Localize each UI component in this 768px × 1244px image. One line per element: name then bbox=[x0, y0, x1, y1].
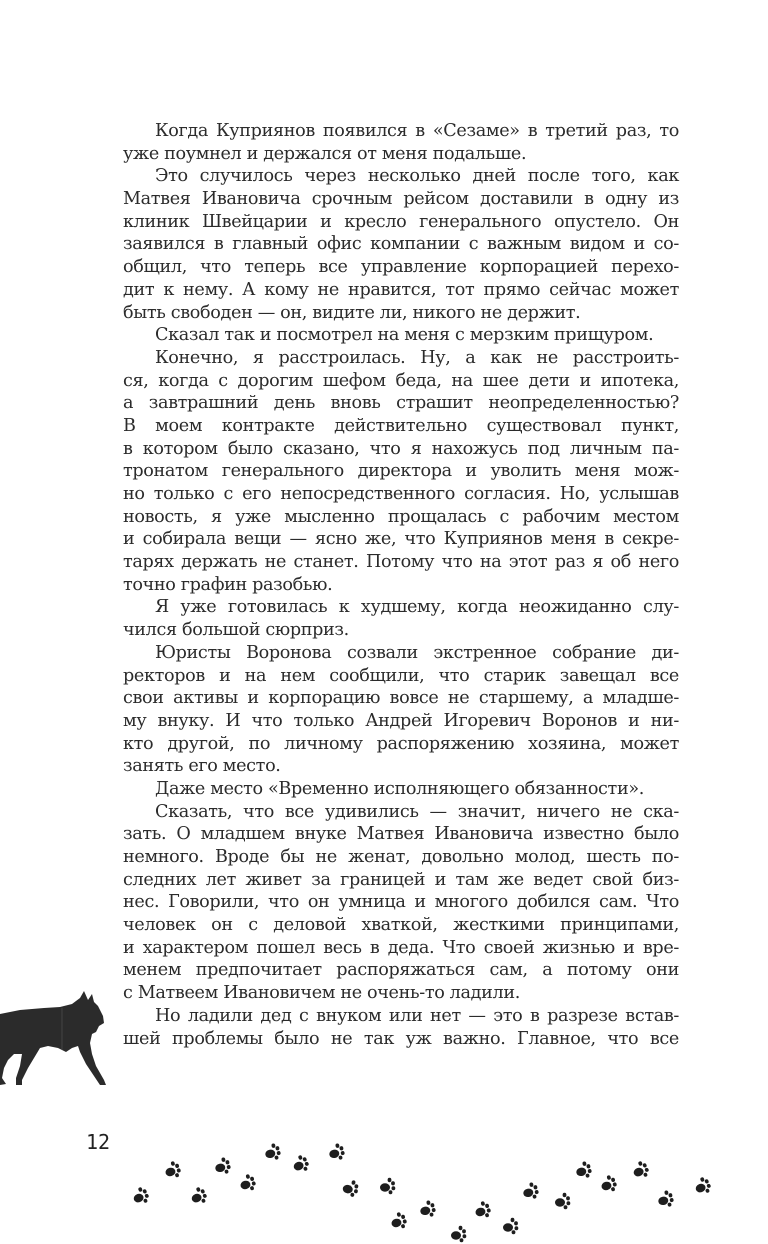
paw-print-icon bbox=[653, 1187, 676, 1210]
text-line: человек он с деловой хваткой, жесткими принципами, bbox=[123, 915, 679, 936]
paw-print-icon bbox=[518, 1179, 541, 1202]
walking-cat-icon bbox=[0, 988, 112, 1088]
text-line: следних лет живет за границей и там же ведет свой биз- bbox=[123, 869, 679, 890]
text-line: и характером пошел весь в деда. Что своей жизнью и вре- bbox=[123, 937, 679, 958]
paw-print-icon bbox=[552, 1191, 572, 1211]
paw-print-icon bbox=[596, 1172, 620, 1196]
text-line: в котором было сказано, что я нахожусь под личным па- bbox=[123, 438, 679, 459]
text-line: свои активы и корпорацию вовсе не старшему, а младше- bbox=[123, 688, 679, 709]
paw-print-icon bbox=[571, 1158, 594, 1181]
body-text bbox=[123, 120, 679, 1050]
text-line: Но ладили дед с внуком или нет — это в разрезе встав- bbox=[155, 1005, 679, 1026]
text-line: общил, что теперь все управление корпорацией перехо- bbox=[123, 257, 679, 278]
text-line: В моем контракте действительно существовал пункт, bbox=[123, 415, 679, 436]
paw-print-icon bbox=[500, 1216, 520, 1236]
text-line: ся, когда с дорогим шефом беда, на шее дети и ипотека, bbox=[123, 370, 679, 391]
text-line: точно графин разобью. bbox=[123, 574, 333, 595]
text-line: му внуку. И что только Андрей Игоревич Воронов и ни- bbox=[123, 710, 679, 731]
text-line: Сказал так и посмотрел на меня с мерзким прищуром. bbox=[155, 325, 654, 346]
text-line: тарях держать не станет. Потому что на этот раз я об него bbox=[123, 552, 679, 573]
text-line: Сказать, что все удивились — значит, ничего не ска- bbox=[155, 801, 679, 822]
text-line: Это случилось через несколько дней после того, как bbox=[155, 166, 679, 187]
text-line: Конечно, я расстроилась. Ну, а как не расстроить- bbox=[155, 347, 679, 368]
text-line: а завтрашний день вновь страшит неопределенностью? bbox=[123, 393, 679, 414]
paw-print-icon bbox=[260, 1140, 283, 1163]
text-line: новость, я уже мысленно прощалась с рабочим местом bbox=[123, 506, 679, 527]
text-line: нес. Говорили, что он умница и многого добился сам. Что bbox=[123, 892, 679, 913]
paw-print-icon bbox=[415, 1197, 438, 1220]
paw-print-icon bbox=[185, 1183, 211, 1209]
text-line: Даже место «Временно исполняющего обязанности». bbox=[155, 778, 644, 799]
text-line: быть свободен — он, видите ли, никого не держит. bbox=[123, 302, 581, 323]
text-line: тронатом генерального директора и уволить меня мож- bbox=[123, 461, 679, 482]
text-line: но только с его непосредственного согласия. Но, услышав bbox=[123, 484, 679, 504]
text-line: уже поумнел и держался от меня подальше. bbox=[123, 143, 527, 164]
text-line: менем предпочитает распоряжаться сам, а потому они bbox=[123, 960, 679, 981]
paw-print-icon bbox=[210, 1154, 233, 1177]
text-line: Я уже готовилась к худшему, когда неожиданно слу- bbox=[155, 597, 679, 618]
text-line: Юристы Воронова созвали экстренное собрание ди- bbox=[155, 642, 679, 663]
paw-print-icon bbox=[386, 1209, 410, 1233]
paw-print-icon bbox=[324, 1140, 347, 1163]
text-line: ректоров и на нем сообщили, что старик завещал все bbox=[123, 665, 679, 686]
paw-print-icon bbox=[627, 1157, 653, 1183]
paw-print-icon bbox=[287, 1151, 313, 1177]
text-line: Матвея Ивановича срочным рейсом доставили в одну из bbox=[123, 189, 679, 210]
text-line: чился большой сюрприз. bbox=[123, 620, 349, 641]
text-line: кто другой, по личному распоряжению хозяина, может bbox=[123, 733, 679, 754]
paw-print-icon bbox=[235, 1171, 259, 1195]
text-line: Когда Куприянов появился в «Сезаме» в третий раз, то bbox=[155, 121, 679, 141]
paw-print-icon bbox=[338, 1176, 361, 1199]
paw-print-icon bbox=[160, 1158, 184, 1182]
page-number: 12 bbox=[86, 1130, 111, 1154]
text-line: и собирала вещи — ясно же, что Куприянов меня в секре- bbox=[123, 529, 679, 550]
text-line: клиник Швейцарии и кресло генерального опустело. Он bbox=[123, 211, 679, 232]
text-line: зать. О младшем внуке Матвея Ивановича известно было bbox=[123, 824, 679, 845]
text-line: немного. Вроде бы не женат, довольно молод, шесть по- bbox=[123, 847, 679, 867]
paw-print-icon bbox=[689, 1173, 715, 1199]
text-line: дит к нему. А кому не нравится, тот прямо сейчас может bbox=[123, 279, 679, 300]
paw-print-icon bbox=[377, 1176, 397, 1196]
paw-print-icon bbox=[127, 1183, 153, 1209]
text-line: шей проблемы было не так уж важно. Главное, что все bbox=[123, 1028, 679, 1049]
text-line: занять его место. bbox=[123, 756, 281, 777]
text-line: с Матвеем Ивановичем не очень-то ладили. bbox=[123, 983, 520, 1004]
text-line: заявился в главный офис компании с важным видом и со- bbox=[123, 234, 679, 255]
paw-print-icon bbox=[448, 1224, 468, 1244]
paw-print-icon bbox=[470, 1198, 494, 1222]
